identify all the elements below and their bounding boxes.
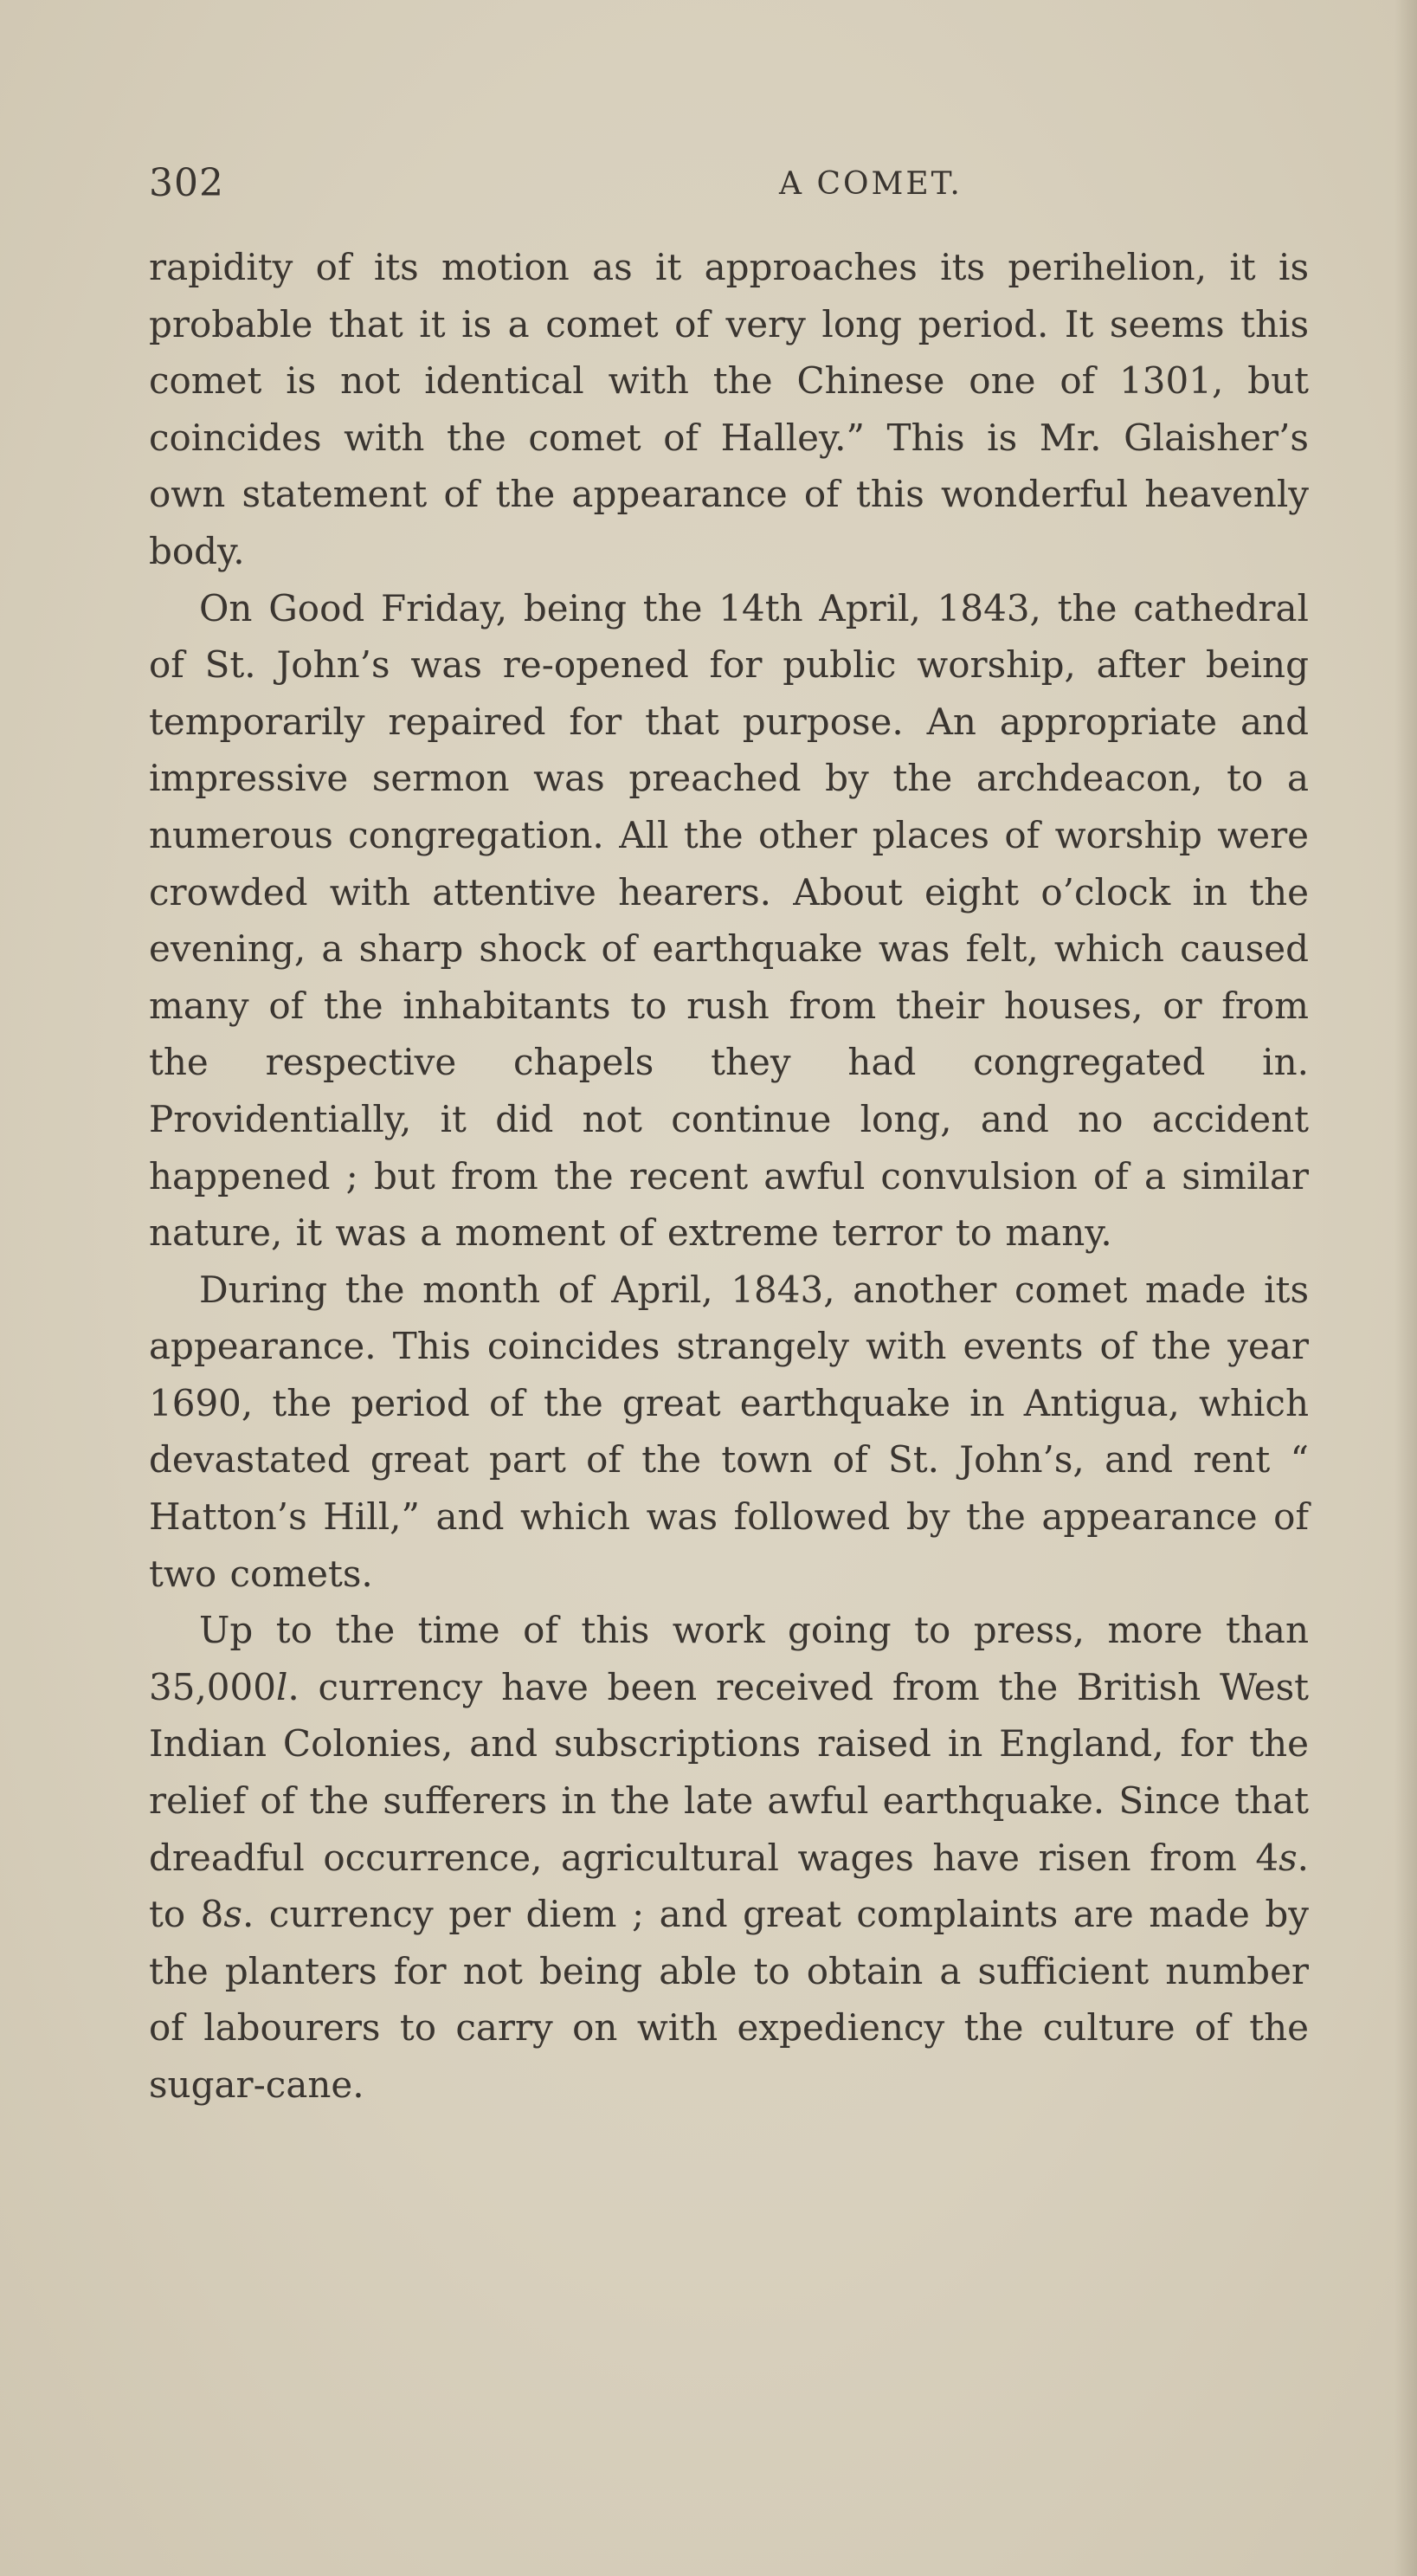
relief-text-part-2: . currency have been received from the British West Indian Colonies, and subscriptions raised in England, for the relief of the sufferers in the late awful earthquake. Since that dreadful occurrence, agricultural wages have risen from 4 [149,1665,1309,1879]
paragraph-good-friday: On Good Friday, being the 14th April, 1843, the cathedral of St. John’s was re-opened for public worship, after being temporarily repaired for that purpose. An appropriate and impressive sermon was preached by the archdeacon, to a numerous congregation. All the other places of worship were crowded with attentive hearers. About eight o’clock in the evening, a sharp shock of earthquake was felt, which caused many of the inhabitants to rush from their houses, or from the respective chapels they had congregated in. Providentially, it did not continue long, and no accident happened ; but from the recent awful convulsion of a similar nature, it was a moment of extreme terror to many. [149,586,1309,1255]
paragraph-continuation: rapidity of its motion as it approaches its perihelion, it is probable that it is a comet of very long period. It seems this comet is not identical with the Chinese one of 1301, but coincides with the comet of Halley.” This is Mr. Glaisher’s own statement of the appearance of this wonderful heavenly body. [149,246,1309,572]
shilling-abbreviation-1: s [1279,1836,1298,1879]
paragraph-april-comet: During the month of April, 1843, another comet made its appearance. This coincides strangely with events of the year 1690, the period of the great earthquake in Antigua, which devastated great part of the town of St. John’s, and rent “ Hatton’s Hill,” and which was followed by the appearance of two comets. [149,1268,1309,1595]
paragraph-relief-fund [149,1602,1309,2113]
shilling-abbreviation-2: s [223,1893,242,1936]
relief-text-part-4: . currency per diem ; and great complaints are made by the planters for not being able to obtain a sufficient number of labourers to carry on with expediency the culture of the sugar-cane. [149,1893,1309,2106]
body-text [149,239,1309,2114]
running-title: A COMET. [779,166,963,202]
relief-text-part-1: Up to the time of this work going to press, more than 35,000 [149,1609,1309,1708]
relief-text-part-3: . to 8 [149,1836,1309,1936]
page-number: 302 [149,161,224,205]
page-edge-shadow [1394,0,1417,2576]
pound-abbreviation: l [275,1665,288,1708]
page-header [149,161,1309,213]
